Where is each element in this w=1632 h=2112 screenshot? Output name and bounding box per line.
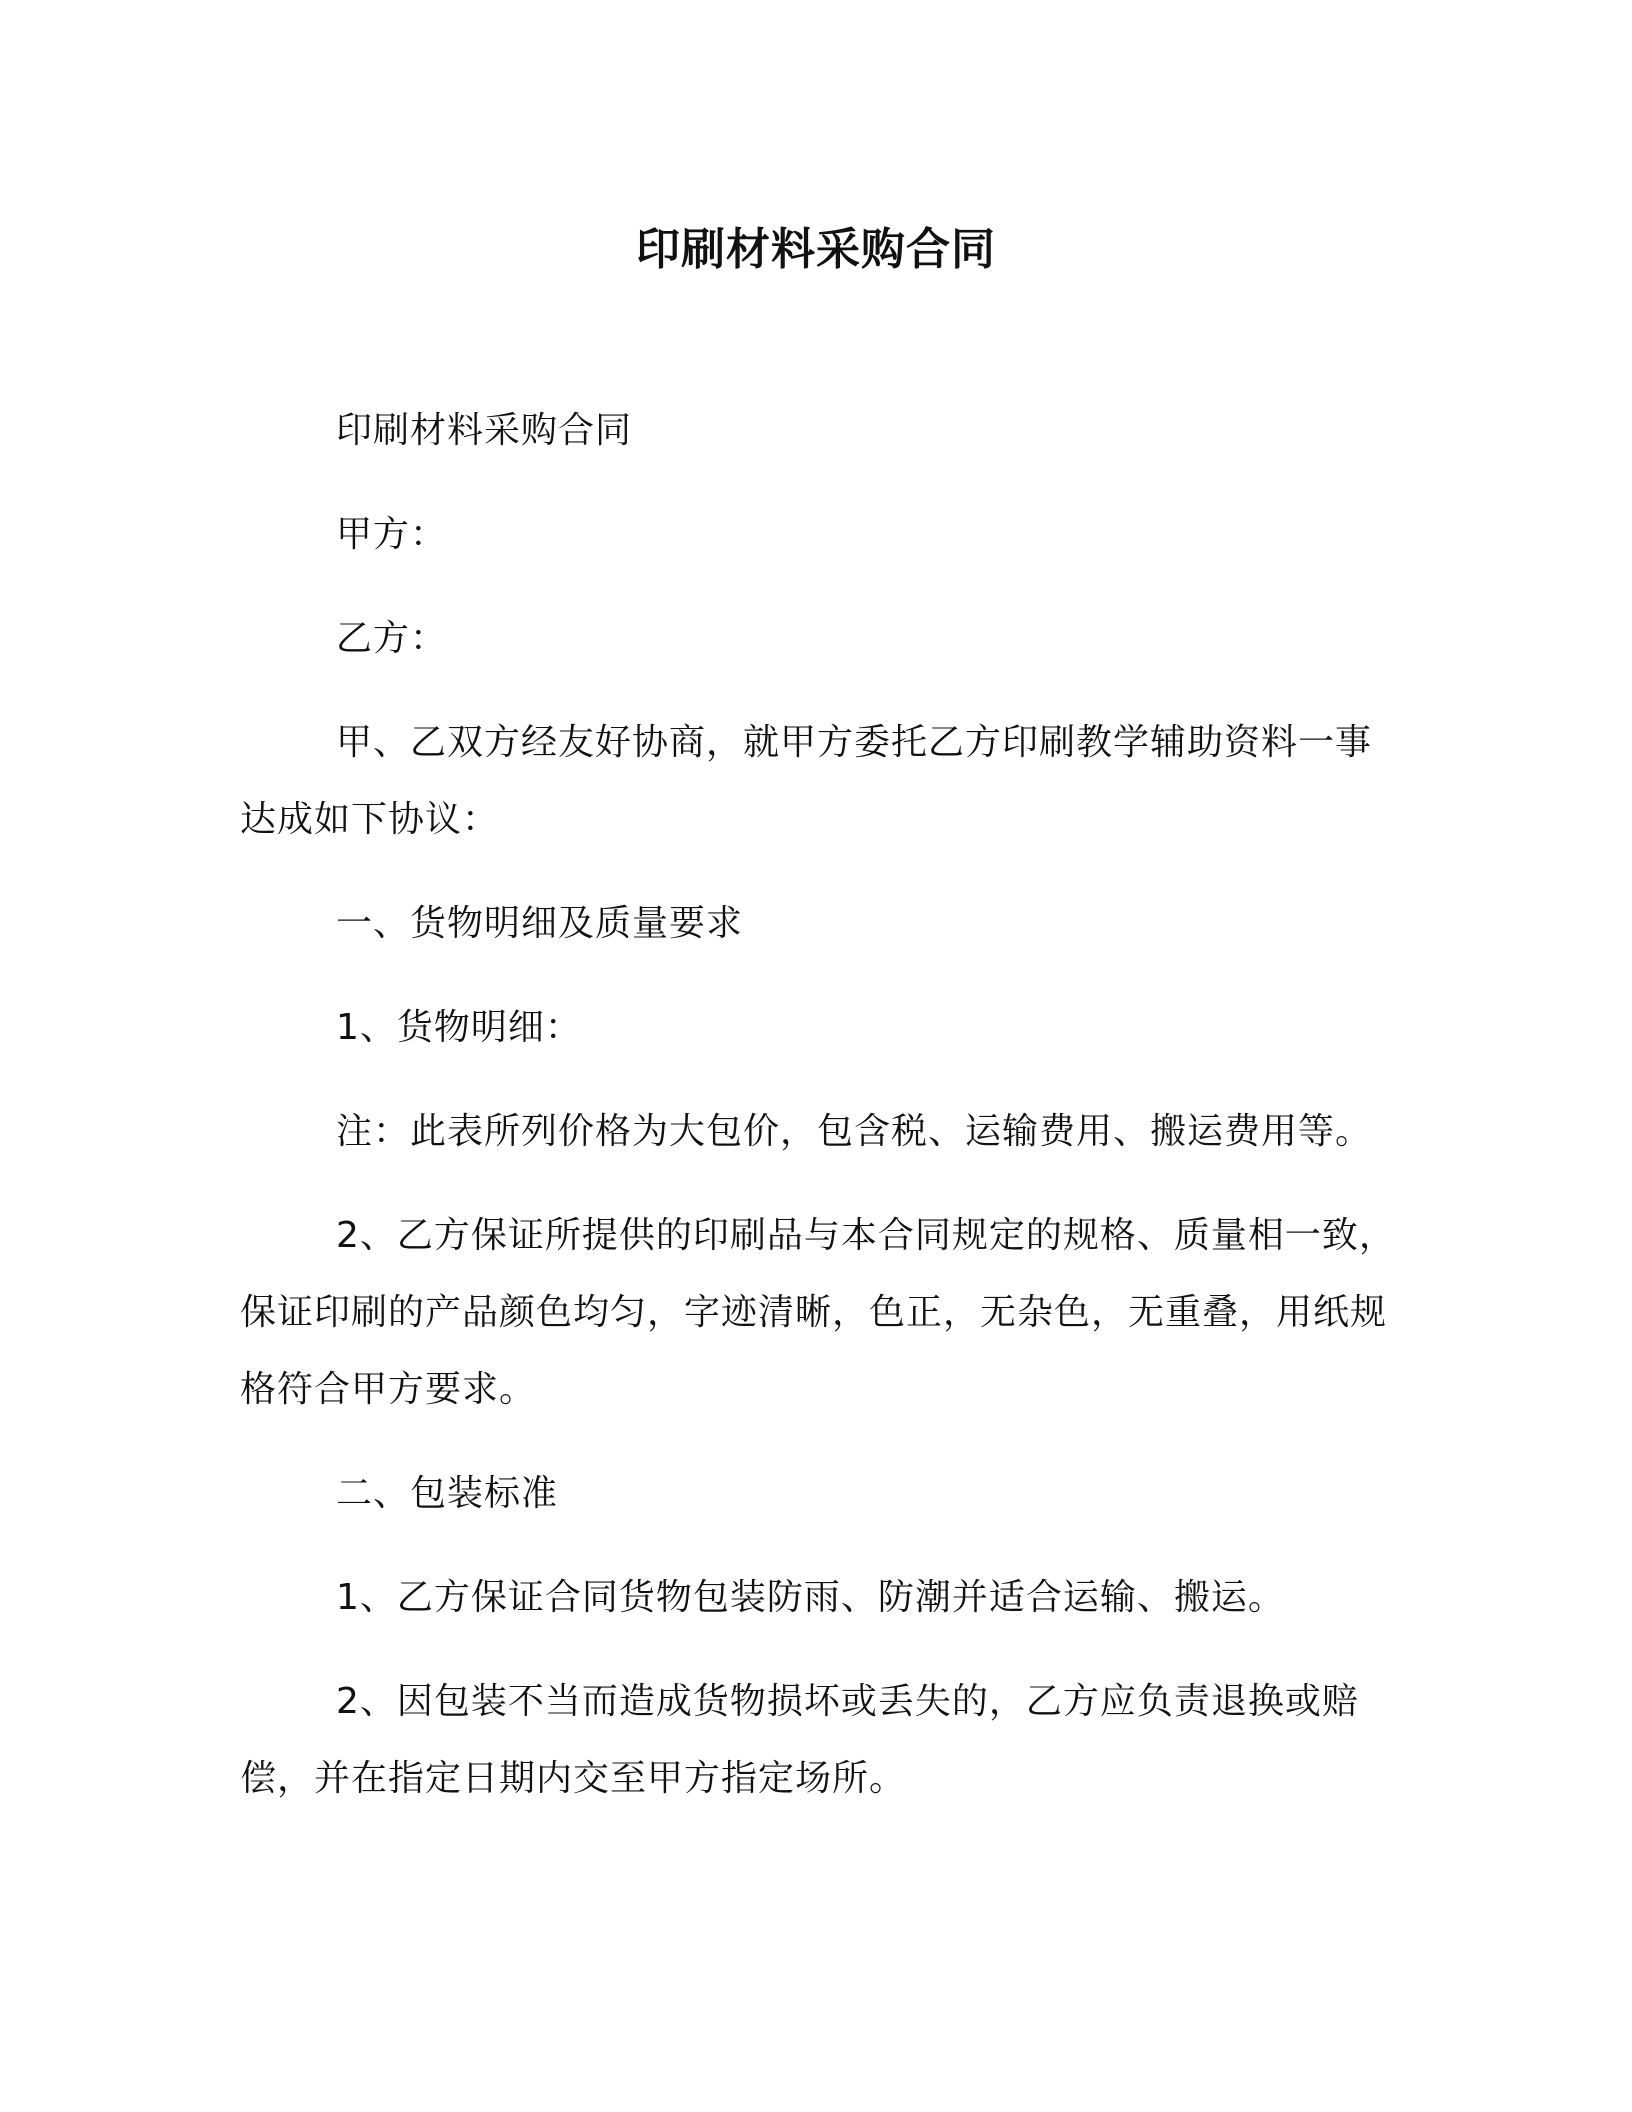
packaging-clause-2: 2、因包装不当而造成货物损坏或丢失的，乙方应负责退换或赔偿，并在指定日期内交至甲方指定场所。 [240, 1681, 1359, 1799]
quality-clause-paragraph: 2、乙方保证所提供的印刷品与本合同规定的规格、质量相一致，保证印刷的产品颜色均匀，字迹清晰，色正，无杂色，无重叠，用纸规格符合甲方要求。 [240, 1215, 1396, 1410]
agreement-intro-paragraph: 甲、乙双方经友好协商，就甲方委托乙方印刷教学辅助资料一事达成如下协议： [240, 722, 1373, 840]
party-b-line: 乙方： [336, 618, 448, 659]
goods-detail-line: 1、货物明细： [336, 1007, 582, 1048]
section-1-heading: 一、货物明细及质量要求 [336, 903, 744, 944]
section-2-heading: 二、包装标准 [336, 1473, 559, 1514]
packaging-clause-1: 1、乙方保证合同货物包装防雨、防潮并适合运输、搬运。 [336, 1577, 1285, 1618]
party-a-line: 甲方： [336, 514, 448, 555]
document-body [240, 392, 1400, 1844]
price-note-line: 注：此表所列价格为大包价，包含税、运输费用、搬运费用等。 [336, 1111, 1373, 1152]
document-title: 印刷材料采购合同 [636, 224, 996, 275]
contract-heading-line: 印刷材料采购合同 [336, 410, 633, 451]
